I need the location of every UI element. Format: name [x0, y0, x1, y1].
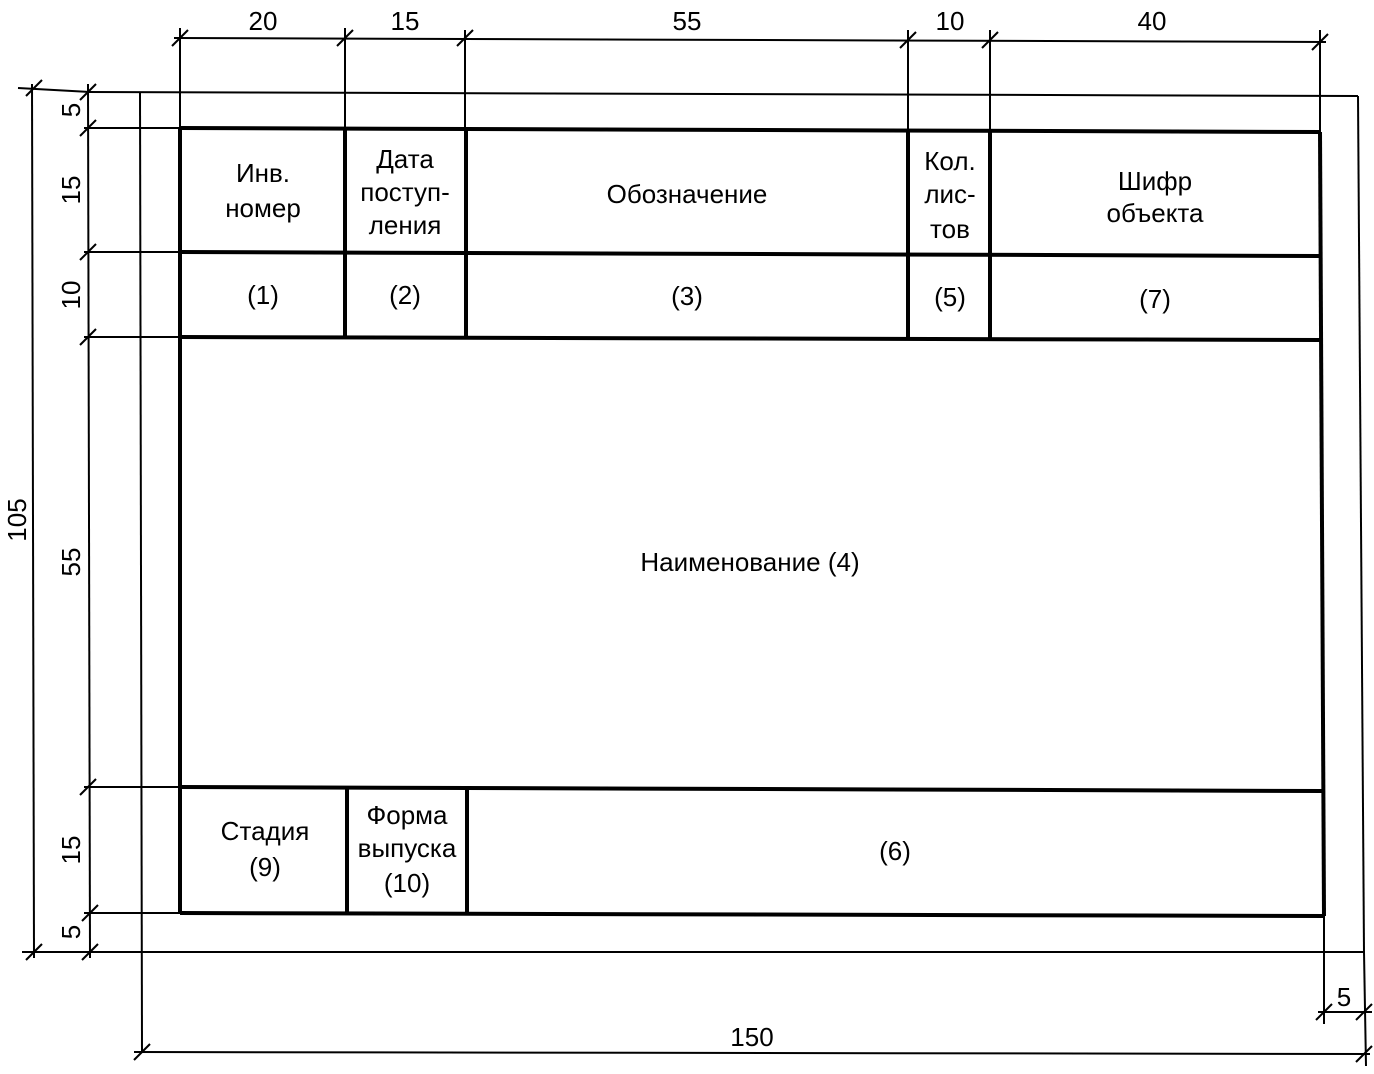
- sheet-count-line-1: Кол.: [924, 146, 976, 176]
- dim-row-bottom-margin: 5: [56, 924, 86, 940]
- date-received-line-2: поступ-: [360, 177, 450, 207]
- release-form-line-1: Форма: [366, 800, 448, 830]
- name-field: Наименование (4): [640, 547, 860, 577]
- dim-total-width: 150: [730, 1022, 774, 1052]
- ref-7: (7): [1139, 284, 1171, 314]
- sheet-count-line-3: тов: [930, 214, 970, 244]
- dim-row-footer: 15: [56, 835, 86, 865]
- cell-stage: [221, 816, 310, 882]
- inv-number-line-2: номер: [225, 193, 301, 223]
- dim-row-top-margin: 5: [56, 102, 86, 118]
- left-extension-lines: [18, 88, 180, 952]
- left-row-dimension-line: [80, 84, 98, 960]
- cell-sheet-count: [924, 146, 975, 244]
- date-received-line-1: Дата: [376, 144, 434, 174]
- title-block-frame: [180, 128, 1324, 916]
- inv-number-line-1: Инв.: [235, 158, 291, 188]
- release-form-line-2: выпуска: [357, 833, 457, 863]
- dim-total-height: 105: [2, 498, 32, 542]
- dim-col-sheets: 10: [935, 6, 965, 36]
- dim-row-refs: 10: [56, 280, 86, 310]
- object-code-line-2: объекта: [1106, 198, 1204, 228]
- cell-designation: Обозначение: [606, 179, 768, 209]
- cell-date-received: [360, 144, 449, 240]
- ref-5: (5): [934, 282, 966, 312]
- ref-3: (3): [671, 281, 703, 311]
- object-code-line-1: Шифр: [1117, 166, 1193, 196]
- date-received-line-3: ления: [368, 210, 442, 240]
- dim-col-date: 15: [390, 6, 420, 36]
- stage-line-1: Стадия: [220, 816, 310, 846]
- ref-1: (1): [247, 280, 279, 310]
- release-form-line-3: (10): [383, 868, 431, 898]
- cell-release-form: [358, 800, 457, 898]
- field-6: (6): [879, 836, 911, 866]
- dim-right-margin: 5: [1336, 982, 1352, 1012]
- dim-row-name: 55: [56, 547, 86, 577]
- cell-inv-number: [225, 158, 301, 223]
- dim-col-code: 40: [1137, 6, 1167, 36]
- top-dimension-line: [172, 28, 1328, 132]
- dim-col-designation: 55: [672, 6, 702, 36]
- dim-col-inv: 20: [248, 6, 278, 36]
- sheet-count-line-2: лис-: [924, 179, 976, 209]
- dim-row-header: 15: [56, 175, 86, 205]
- ref-2: (2): [389, 280, 421, 310]
- stage-line-2: (9): [249, 852, 281, 882]
- cell-object-code: [1107, 166, 1204, 228]
